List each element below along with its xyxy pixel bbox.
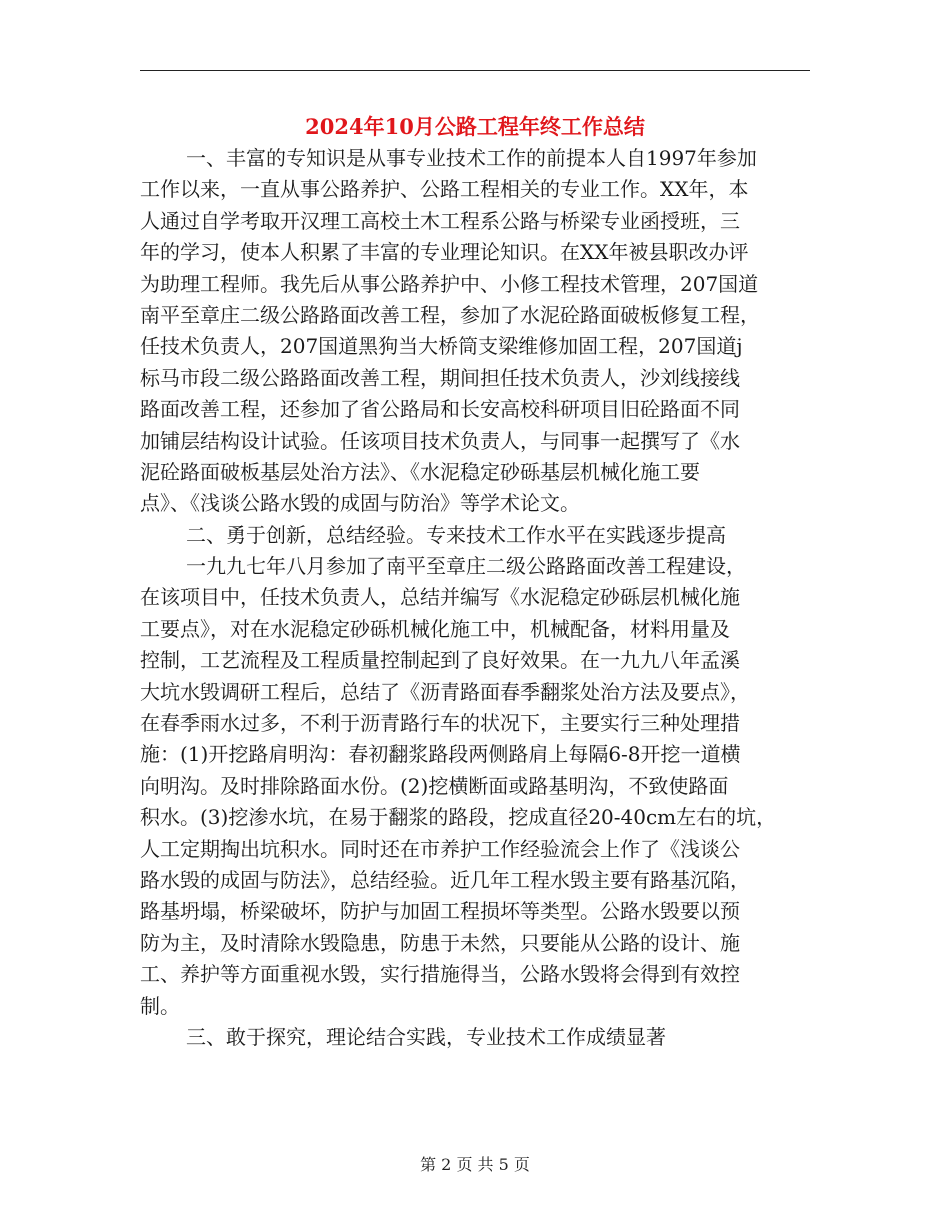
section-heading-3: 三、敢于探究，理论结合实践，专业技术工作成绩显著 xyxy=(186,1024,666,1049)
paragraph-1-line: 一、丰富的专知识是从事专业技术工作的前提本人自1997年参加 xyxy=(186,146,757,170)
paragraph-2-line: 路基坍塌，桥梁破坏，防护与加固工程损坏等类型。公路水毁要以预 xyxy=(140,899,740,924)
paragraph-2-line: 控制，工艺流程及工程质量控制起到了良好效果。在一九九八年孟溪 xyxy=(140,648,740,673)
header-rule xyxy=(140,70,810,71)
document-body xyxy=(140,143,810,1053)
paragraph-1-line: 任技术负责人，207国道黑狗当大桥筒支梁维修加固工程，207国道j xyxy=(140,334,743,359)
paragraph-2-line: 一九九七年八月参加了南平至章庄二级公路路面改善工程建设， xyxy=(186,554,746,579)
page-indicator: 第 2 页 共 5 页 xyxy=(420,1155,530,1174)
paragraph-2-line: 路水毁的成固与防法》，总结经验。近几年工程水毁主要有路基沉陷， xyxy=(140,867,750,892)
paragraph-2-line: 向明沟。及时排除路面水份。(2)挖横断面或路基明沟，不致使路面 xyxy=(140,773,729,798)
paragraph-2-line: 大坑水毁调研工程后，总结了《沥青路面春季翻浆处治方法及要点》， xyxy=(140,679,750,704)
paragraph-2-line: 在该项目中，任技术负责人，总结并编写《水泥稳定砂砾层机械化施 xyxy=(140,585,740,610)
paragraph-1-line: 点》、《浅谈公路水毁的成固与防治》等学术论文。 xyxy=(140,491,580,516)
paragraph-2-line: 积水。(3)挖渗水坑，在易于翻浆的路段，挖成直径20-40cm左右的坑， xyxy=(140,805,777,830)
paragraph-1-line: 为助理工程师。我先后从事公路养护中、小修工程技术管理，207国道 xyxy=(140,271,759,296)
paragraph-2-line: 人工定期掏出坑积水。同时还在市养护工作经验流会上作了《浅谈公 xyxy=(140,836,740,861)
paragraph-1-line: 加铺层结构设计试验。任该项目技术负责人，与同事一起撰写了《水 xyxy=(140,428,740,453)
paragraph-1-line: 标马市段二级公路路面改善工程，期间担任技术负责人，沙刘线接线 xyxy=(140,365,740,390)
paragraph-1-line: 年的学习，使本人积累了丰富的专业理论知识。在XX年被县职改办评 xyxy=(140,240,749,265)
paragraph-1-line: 路面改善工程，还参加了省公路局和长安高校科研项目旧砼路面不同 xyxy=(140,397,740,422)
paragraph-2-line: 防为主，及时清除水毁隐患，防患于未然，只要能从公路的设计、施 xyxy=(140,930,740,955)
paragraph-1-line: 人通过自学考取开汉理工高校土木工程系公路与桥梁专业函授班，三 xyxy=(140,208,740,233)
section-heading-2: 二、勇于创新，总结经验。专来技术工作水平在实践逐步提高 xyxy=(186,522,726,547)
paragraph-1-line: 南平至章庄二级公路路面改善工程，参加了水泥砼路面破板修复工程， xyxy=(140,302,760,327)
paragraph-2-line: 工要点》，对在水泥稳定砂砾机械化施工中，机械配备，材料用量及 xyxy=(140,616,730,641)
paragraph-1-line: 工作以来，一直从事公路养护、公路工程相关的专业工作。XX年，本 xyxy=(140,177,749,202)
paragraph-2-line: 在春季雨水过多，不利于沥青路行车的状况下，主要实行三种处理措 xyxy=(140,711,740,736)
paragraph-1-line: 泥砼路面破板基层处治方法》、《水泥稳定砂砾基层机械化施工要 xyxy=(140,459,700,484)
paragraph-2-line: 制。 xyxy=(140,993,180,1018)
paragraph-2-line: 施：(1)开挖路肩明沟：春初翻浆路段两侧路肩上每隔6-8开挖一道横 xyxy=(140,742,741,767)
paragraph-2-line: 工、养护等方面重视水毁，实行措施得当，公路水毁将会得到有效控 xyxy=(140,962,740,987)
document-title: 2024年10月公路工程年终工作总结 xyxy=(305,114,645,139)
